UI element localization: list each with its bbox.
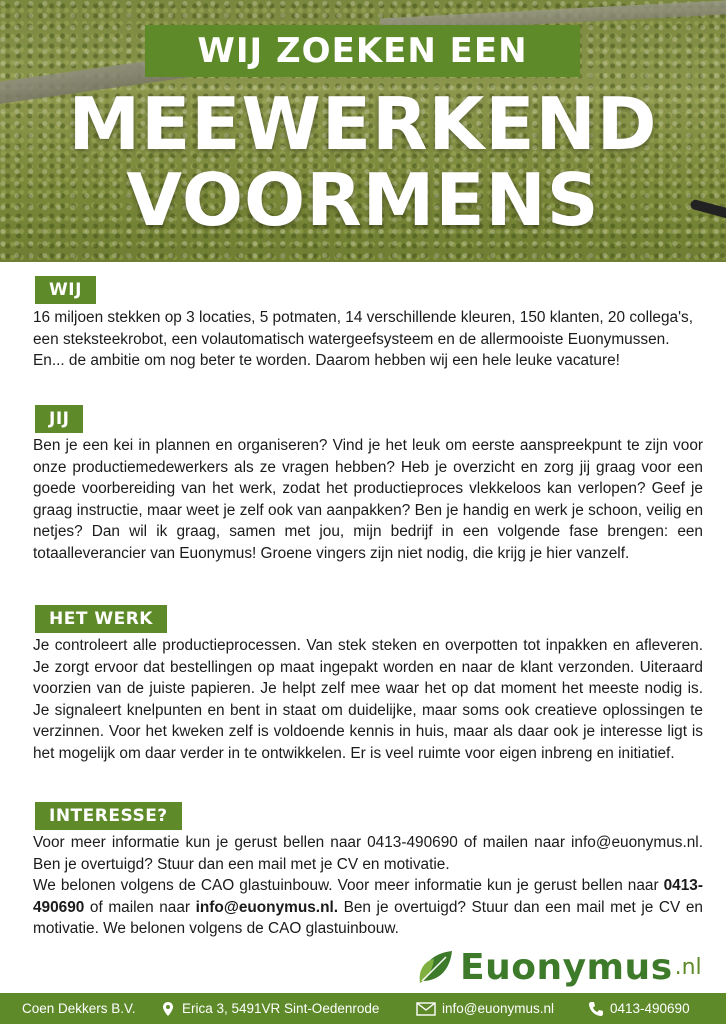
interesse-line1: Voor meer informatie kun je gerust bellen naar 0413-490690 of mailen naar info@euonymus.nl. Ben je overtuigd? Stuur dan een mail met je CV en motivatie. xyxy=(33,834,703,873)
section-label-het-werk: HET WERK xyxy=(35,605,167,633)
hero-kicker: WIJ ZOEKEN EEN xyxy=(145,25,580,77)
footer-address xyxy=(160,993,379,1024)
interesse-phone[interactable]: 0413-490690 xyxy=(33,877,703,916)
section-label-wij: WIJ xyxy=(35,276,96,304)
interesse-email[interactable]: info@euonymus.nl. xyxy=(195,898,339,916)
logo-wordmark: Euonymus xyxy=(460,946,673,988)
footer-company xyxy=(22,993,136,1024)
phone-icon xyxy=(588,1001,604,1017)
interesse-line2-start: We belonen volgens de CAO glastuinbouw. Voor meer informatie kun je gerust bellen naar xyxy=(33,877,664,894)
footer-company-text: Coen Dekkers B.V. xyxy=(22,1001,136,1016)
hero-title-line1: MEEWERKEND xyxy=(68,82,658,166)
section-text-jij: Ben je een kei in plannen en organiseren? Vind je het leuk om eerste aanspreekpunt te zijn voor onze productiemedewerkers als ze vragen hebben? Heb je overzicht en zorg jij graag voor een goede voorbereiding van het werk, zodat het productieproces vlekkeloos kan verlopen? Geef je graag instructie, maar weet je zelf ook van aanpakken? Ben je handig en werk je schoon, veilig en netjes? Dan wil ik graag, samen met jou, mijn bedrijf in een volgende fase brengen: een totaalleverancier van Euonymus! Groene vingers zijn niet nodig, die krijg je hier vanzelf. xyxy=(33,437,703,562)
footer-address-text: Erica 3, 5491VR Sint-Oedenrode xyxy=(182,1001,380,1016)
footer-phone-text[interactable]: 0413-490690 xyxy=(610,1001,690,1016)
logo-tld: .nl xyxy=(674,954,702,980)
footer-phone[interactable] xyxy=(588,993,690,1024)
interesse-line2-mid: of mailen naar xyxy=(84,898,196,916)
section-label-jij: JIJ xyxy=(35,405,83,433)
section-text-wij: 16 miljoen stekken op 3 locaties, 5 potmaten, 14 verschillende kleuren, 150 klanten, 20 collega's, een steksteekrobot, een volautomatisch watergeefsysteem en de allermooiste Euonymussen. En... de ambitie om nog beter te worden. Daarom hebben wij een hele leuke vacature! xyxy=(33,309,694,369)
section-text-het-werk: Je controleert alle productieprocessen. Van stek steken en overpotten tot inpakken en afleveren. Je zorgt ervoor dat bestellingen op maat ingepakt worden en naar de klant verzonden. Uiteraard voorzien van de juiste papieren. Je helpt zelf mee waar het op dat moment het meeste nodig is. Je signaleert knelpunten en bent in staat om duidelijke, maar soms ook creatieve oplossingen te verzinnen. Voor het kweken zelf is voldoende kennis in huis, maar als daar ook je interesse ligt is het mogelijk om daar verder in te ontwikkelen. Er is veel ruimte voor eigen inbreng en initiatief. xyxy=(33,637,703,762)
hero-banner xyxy=(0,0,726,262)
section-label-interesse: INTERESSE? xyxy=(35,802,182,830)
leaf-icon xyxy=(416,947,456,987)
hero-title-line2: VOORMENS xyxy=(126,158,600,242)
section-text-interesse xyxy=(33,832,703,940)
footer-email[interactable] xyxy=(416,993,554,1024)
footer-bar xyxy=(0,993,726,1024)
euonymus-logo xyxy=(416,944,702,990)
envelope-icon xyxy=(416,1001,436,1017)
interesse-line2-end: Ben je overtuigd? Stuur dan een mail met je CV en motivatie. We belonen volgens de CAO glastuinbouw. xyxy=(33,898,703,937)
location-pin-icon xyxy=(160,1001,176,1017)
footer-email-text[interactable]: info@euonymus.nl xyxy=(442,1001,555,1016)
